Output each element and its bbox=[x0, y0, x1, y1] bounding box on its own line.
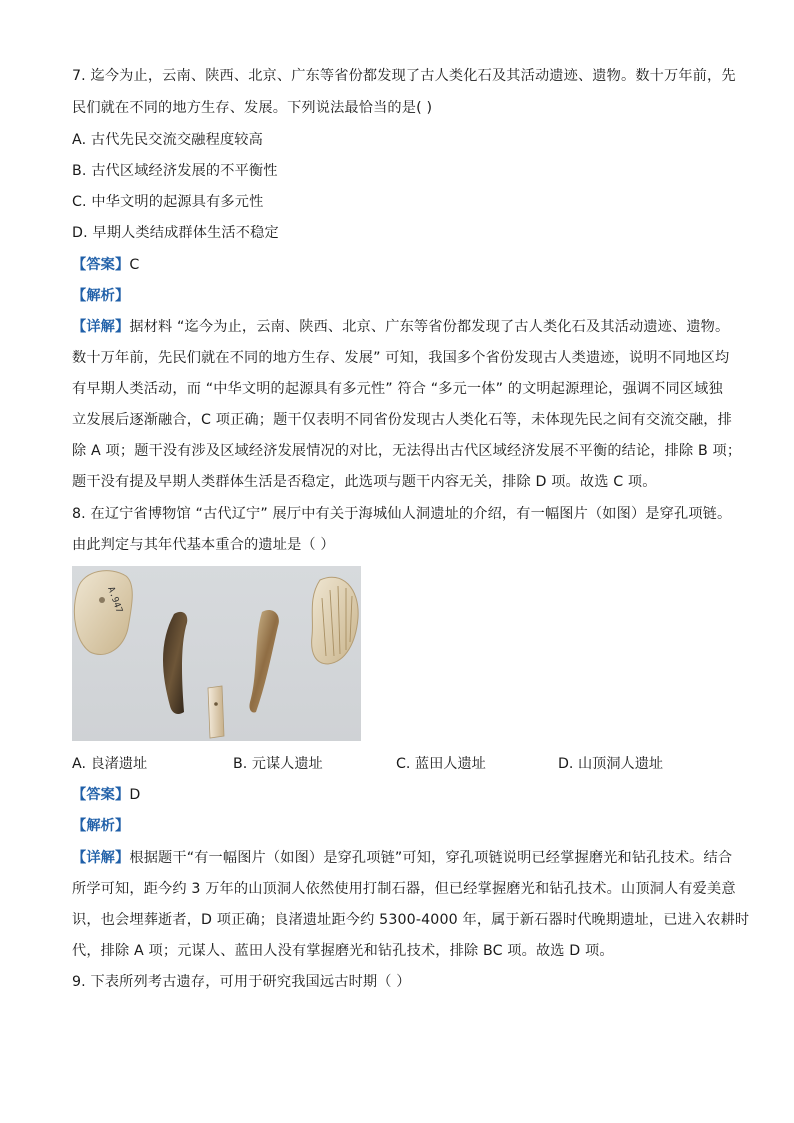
detail-tag: 【详解】 bbox=[72, 319, 130, 335]
q8-detail-line-3: 识，也会埋葬逝者，D 项正确；良渚遗址距今约 5300-4000 年，属于新石器时代晚期遗址，已进入农耕时 bbox=[72, 912, 750, 928]
perforated-necklace-photo bbox=[72, 566, 361, 741]
dark-tooth-pendant bbox=[163, 612, 187, 714]
q8-detail-line-1 bbox=[72, 848, 732, 868]
answer-value: C bbox=[129, 257, 140, 273]
answer-tag: 【答案】 bbox=[72, 257, 130, 273]
q8-stem-line-2: 由此判定与其年代基本重合的遗址是（ ） bbox=[72, 537, 335, 553]
q7-detail-line-4: 立发展后逐渐融合，C 项正确；题干仅表明不同省份发现古人类化石等，未体现先民之间有交流交融，排 bbox=[72, 412, 732, 428]
stone-pendant bbox=[74, 571, 132, 655]
detail-text: 据材料 “迄今为止，云南、陕西、北京、广东等省份都发现了古人类化石及其活动遗迹、遗物。 bbox=[129, 319, 730, 335]
q7-stem-line-2: 民们就在不同的地方生存、发展。下列说法最恰当的是( ) bbox=[72, 100, 433, 116]
detail-text: 根据题干“有一幅图片（如图）是穿孔项链”可知，穿孔项链说明已经掌握磨光和钻孔技术。结合 bbox=[129, 850, 733, 866]
answer-tag: 【答案】 bbox=[72, 787, 130, 803]
q8-option-d: D. 山顶洞人遗址 bbox=[558, 756, 664, 772]
q7-option-d: D. 早期人类结成群体生活不稳定 bbox=[72, 225, 279, 241]
q7-detail-line-1 bbox=[72, 317, 729, 337]
analysis-tag: 【解析】 bbox=[72, 818, 130, 834]
q8-detail-line-2: 所学可知，距今约 3 万年的山顶洞人依然使用打制石器，但已经掌握磨光和钻孔技术。山顶洞人有爱美意 bbox=[72, 881, 736, 897]
q7-option-c: C. 中华文明的起源具有多元性 bbox=[72, 194, 264, 210]
detail-tag: 【详解】 bbox=[72, 850, 130, 866]
q7-detail-line-5: 除 A 项；题干没有涉及区域经济发展情况的对比，无法得出古代区域经济发展不平衡的结论，排除 B 项； bbox=[72, 443, 742, 459]
q7-detail-line-3: 有早期人类活动，而 “中华文明的起源具有多元性” 符合 “多元一体” 的文明起源理论，强调不同区域独 bbox=[72, 381, 723, 397]
bone-bead bbox=[208, 686, 224, 738]
q7-stem-line-1: 7. 迄今为止，云南、陕西、北京、广东等省份都发现了古人类化石及其活动遗迹、遗物。数十万年前，先 bbox=[72, 68, 736, 84]
q8-option-b: B. 元谋人遗址 bbox=[233, 756, 323, 772]
q7-detail-line-2: 数十万年前，先民们就在不同的地方生存、发展” 可知，我国多个省份发现古人类遗迹，说明不同地区均 bbox=[72, 350, 730, 366]
q8-stem-line-1: 8. 在辽宁省博物馆 “古代辽宁” 展厅中有关于海城仙人洞遗址的介绍，有一幅图片（如图）是穿孔项链。 bbox=[72, 506, 732, 522]
artifact-label: A.947 bbox=[105, 585, 124, 615]
q7-option-a: A. 古代先民交流交融程度较高 bbox=[72, 132, 263, 148]
necklace-artifacts-image bbox=[72, 566, 361, 741]
q7-analysis-tag bbox=[72, 286, 129, 306]
q9-stem-line-1: 9. 下表所列考古遗存，可用于研究我国远古时期（ ） bbox=[72, 974, 411, 990]
analysis-tag: 【解析】 bbox=[72, 288, 130, 304]
answer-value: D bbox=[129, 787, 141, 803]
q8-analysis-tag bbox=[72, 816, 129, 836]
q8-option-c: C. 蓝田人遗址 bbox=[396, 756, 486, 772]
light-tooth-pendant bbox=[249, 610, 278, 713]
q7-answer bbox=[72, 255, 139, 275]
q7-option-b: B. 古代区域经济发展的不平衡性 bbox=[72, 163, 278, 179]
q8-option-a: A. 良渚遗址 bbox=[72, 756, 148, 772]
q8-detail-line-4: 代，排除 A 项；元谋人、蓝田人没有掌握磨光和钻孔技术，排除 BC 项。故选 D 项。 bbox=[72, 943, 614, 959]
q7-detail-line-6: 题干没有提及早期人类群体生活是否稳定，此选项与题干内容无关，排除 D 项。故选 C 项。 bbox=[72, 474, 657, 490]
q8-answer bbox=[72, 785, 140, 805]
